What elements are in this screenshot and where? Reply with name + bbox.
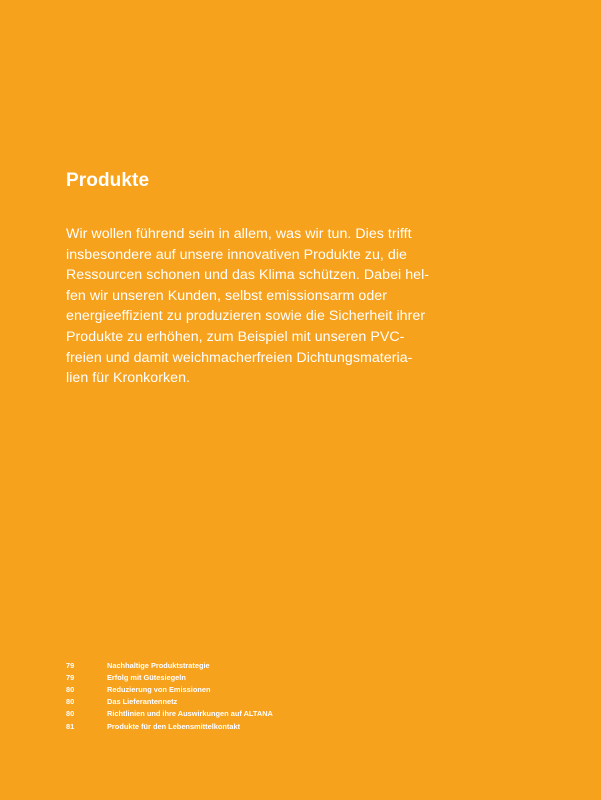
toc-page-number: 81 xyxy=(66,721,75,731)
intro-line: fen wir unseren Kunden, selbst emissionsarm oder xyxy=(66,287,387,304)
toc-label: Nachhaltige Produktstrategie xyxy=(107,661,210,671)
toc-page-number: 80 xyxy=(66,709,75,719)
intro-line: Produkte zu erhöhen, zum Beispiel mit unseren PVC- xyxy=(66,328,405,345)
toc-page-number: 79 xyxy=(66,673,75,683)
toc-label: Richtlinien und ihre Auswirkungen auf ALTANA xyxy=(107,709,273,719)
toc-label: Reduzierung von Emissionen xyxy=(107,685,211,695)
toc-item[interactable] xyxy=(66,720,466,732)
intro-line: lien für Kronkorken. xyxy=(66,370,191,387)
toc-item[interactable] xyxy=(66,672,466,684)
intro-paragraph xyxy=(66,224,451,389)
intro-line: energieeffizient zu produzieren sowie die Sicherheit ihrer xyxy=(66,308,426,325)
toc-page-number: 79 xyxy=(66,661,75,671)
intro-line: Ressourcen schonen und das Klima schützen. Dabei hel- xyxy=(66,267,430,284)
toc-item[interactable] xyxy=(66,684,466,696)
toc-item[interactable] xyxy=(66,660,466,672)
toc-label: Produkte für den Lebensmittelkontakt xyxy=(107,721,241,731)
intro-line: freien und damit weichmacherfreien Dichtungsmateria- xyxy=(66,349,413,366)
toc-page-number: 80 xyxy=(66,697,75,707)
toc-label: Das Lieferantennetz xyxy=(107,697,178,707)
intro-line: Wir wollen führend sein in allem, was wir tun. Dies trifft xyxy=(66,226,412,242)
toc-item[interactable] xyxy=(66,708,466,720)
toc-item[interactable] xyxy=(66,696,466,708)
intro-line: insbesondere auf unsere innovativen Produkte zu, die xyxy=(66,246,407,263)
table-of-contents xyxy=(66,660,466,733)
toc-page-number: 80 xyxy=(66,685,75,695)
toc-label: Erfolg mit Gütesiegeln xyxy=(107,673,186,683)
page-title: Produkte xyxy=(66,170,150,191)
